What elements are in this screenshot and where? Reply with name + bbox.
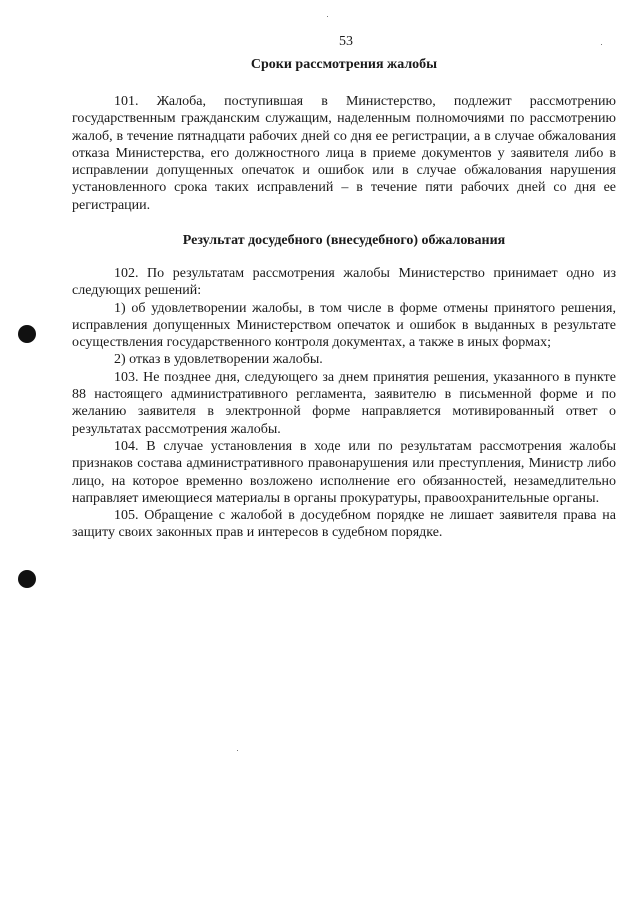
paragraph-104: 104. В случае установления в ходе или по результатам рассмотрения жалобы признаков состава административного правонарушения или преступления, Министр либо лицо, на которое временно возложено исполнение его обязанностей, незамедлительно направляет имеющиеся материалы в органы прокуратуры, правоохранительные органы. <box>72 438 616 506</box>
paragraph-102-item-1: 1) об удовлетворении жалобы, в том числе в форме отмены принятого решения, исправления допущенных Министерством опечаток и ошибок в выданных в результате осуществления государственного контроля документах, а также в иных формах; <box>72 300 616 351</box>
page-number: 53 <box>339 34 353 49</box>
section-heading-appeal-result: Результат досудебного (внесудебного) обжалования <box>182 233 506 248</box>
punch-hole-icon <box>18 570 36 588</box>
scan-speck <box>327 16 328 17</box>
paragraph-101: 101. Жалоба, поступившая в Министерство, подлежит рассмотрению государственным гражданским служащим, наделенным полномочиями по рассмотрению жалоб, в течение пятнадцати рабочих дней со дня ее регистрации, а в случае обжалования отказа Министерства, его должностного лица в приеме документов у заявителя либо в исправлении допущенных опечаток и ошибок или в случае обжалования нарушения установленного срока таких исправлений – в течение пяти рабочих дней со дня ее регистрации. <box>72 94 616 213</box>
section-appeal-result <box>72 265 616 542</box>
paragraph-103: 103. Не позднее дня, следующего за днем принятия решения, указанного в пункте 88 настоящего административного регламента, заявителю в письменной форме и по желанию заявителя в электронной форме направляется мотивированный ответ о результатах рассмотрения жалобы. <box>72 369 616 437</box>
section-heading-review-terms: Сроки рассмотрения жалобы <box>250 57 438 72</box>
section-review-terms <box>72 93 616 214</box>
punch-hole-icon <box>18 325 36 343</box>
paragraph-105: 105. Обращение с жалобой в досудебном порядке не лишает заявителя права на защиту своих законных прав и интересов в судебном порядке. <box>72 508 616 541</box>
scan-speck <box>237 750 238 751</box>
paragraph-102-item-2: 2) отказ в удовлетворении жалобы. <box>114 352 323 368</box>
paragraph-102: 102. По результатам рассмотрения жалобы Министерство принимает одно из следующих решений: <box>72 266 616 299</box>
